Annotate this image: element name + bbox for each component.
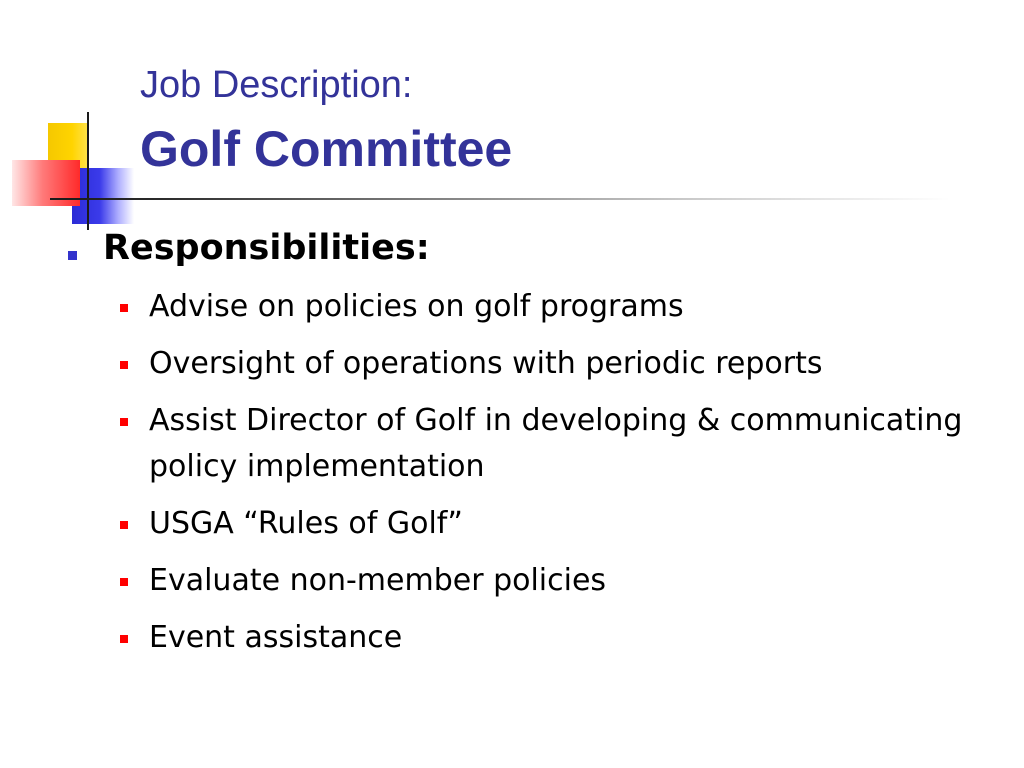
list-item <box>118 284 998 330</box>
red-square-bullet-icon <box>120 578 128 586</box>
red-square-bullet-icon <box>120 635 128 643</box>
slide-title-line1: Job Description: <box>140 64 413 106</box>
responsibilities-list <box>118 284 998 672</box>
red-square-bullet-icon <box>120 418 128 426</box>
list-item-text: Assist Director of Golf in developing & communicating policy implementation <box>149 403 963 484</box>
list-item-text: Event assistance <box>149 620 403 655</box>
list-item <box>118 501 998 547</box>
red-square-bullet-icon <box>120 521 128 529</box>
decorative-blue-square <box>72 168 134 224</box>
list-item-text: Evaluate non-member policies <box>149 563 607 598</box>
blue-square-bullet-icon <box>68 251 77 260</box>
slide-title-line2: Golf Committee <box>140 121 513 177</box>
red-square-bullet-icon <box>120 361 128 369</box>
decorative-vertical-line <box>87 112 89 230</box>
list-item <box>118 398 998 490</box>
red-square-bullet-icon <box>120 304 128 312</box>
list-item-text: USGA “Rules of Golf” <box>149 506 463 541</box>
list-item <box>118 341 998 387</box>
responsibilities-heading: Responsibilities: <box>103 228 430 268</box>
list-item-text: Oversight of operations with periodic reports <box>149 346 823 381</box>
list-item-text: Advise on policies on golf programs <box>149 289 684 324</box>
responsibilities-bullet <box>68 226 430 270</box>
list-item <box>118 615 998 661</box>
list-item <box>118 558 998 604</box>
title-underline <box>50 198 950 200</box>
